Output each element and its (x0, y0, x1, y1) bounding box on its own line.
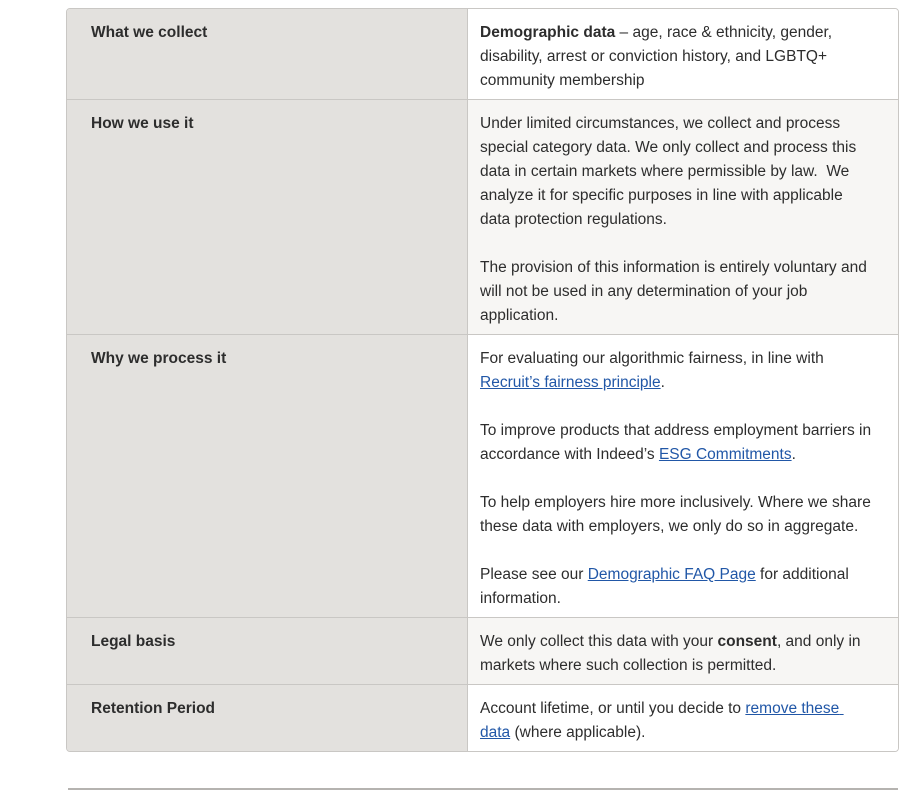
text: – age, race & ethnicity, gender, disability, arrest or conviction history, and LGBTQ+ community membership (480, 24, 837, 89)
text: We only collect this data with your (480, 633, 718, 650)
paragraph (480, 630, 872, 678)
section-divider (68, 788, 898, 790)
text: , and only in markets where such collection is permitted. (480, 633, 865, 674)
privacy-table-body (67, 9, 898, 751)
bold-text: consent (717, 633, 777, 650)
text: Please see our (480, 566, 588, 583)
row-label: How we use it (67, 100, 467, 334)
paragraph (480, 21, 872, 93)
link-remove-these-data[interactable]: remove these data (480, 700, 844, 741)
paragraph (480, 419, 876, 467)
data-collection-table (66, 8, 899, 752)
row-label: Retention Period (67, 685, 467, 751)
link-esg-commitments[interactable]: ESG Commitments (658, 446, 792, 463)
row-content (467, 618, 898, 684)
text: Account lifetime, or until you decide to (480, 700, 746, 717)
paragraph (480, 347, 872, 395)
text: Under limited circumstances, we collect and process special category data. We only collect and process this data in certain markets where permissible by law. We analyze it for specific purposes in line with applicable data protection regulations. (480, 115, 861, 228)
row-content (467, 9, 898, 99)
row-content (467, 335, 898, 617)
text: To improve products that address employment barriers in accordance with Indeed’s (480, 422, 876, 463)
link-recruit-s-fairness-principle[interactable]: Recruit’s fairness principle (480, 374, 661, 391)
bold-text: Demographic data (480, 24, 616, 41)
paragraph (480, 256, 872, 328)
table-row-why-we-process-it (67, 334, 898, 617)
row-label: Why we process it (67, 335, 467, 617)
link-demographic-faq-page[interactable]: Demographic FAQ Page (587, 566, 756, 583)
paragraph (480, 697, 872, 745)
table-row-what-we-collect (67, 9, 898, 99)
paragraph (480, 563, 872, 611)
row-content (467, 685, 898, 751)
paragraph (480, 112, 872, 232)
row-label: Legal basis (67, 618, 467, 684)
text: To help employers hire more inclusively. Where we share these data with employers, we only do so in aggregate. (480, 494, 876, 535)
row-content (467, 100, 898, 334)
text: For evaluating our algorithmic fairness, in line with (480, 350, 829, 367)
paragraph (480, 491, 876, 539)
text: The provision of this information is entirely voluntary and will not be used in any determination of your job application. (480, 259, 872, 324)
text: . (791, 446, 796, 463)
table-row-legal-basis (67, 617, 898, 684)
table-row-how-we-use-it (67, 99, 898, 334)
text: (where applicable). (510, 724, 646, 741)
text: . (660, 374, 665, 391)
text: for additional information. (480, 566, 854, 607)
row-label: What we collect (67, 9, 467, 99)
table-row-retention-period (67, 684, 898, 751)
